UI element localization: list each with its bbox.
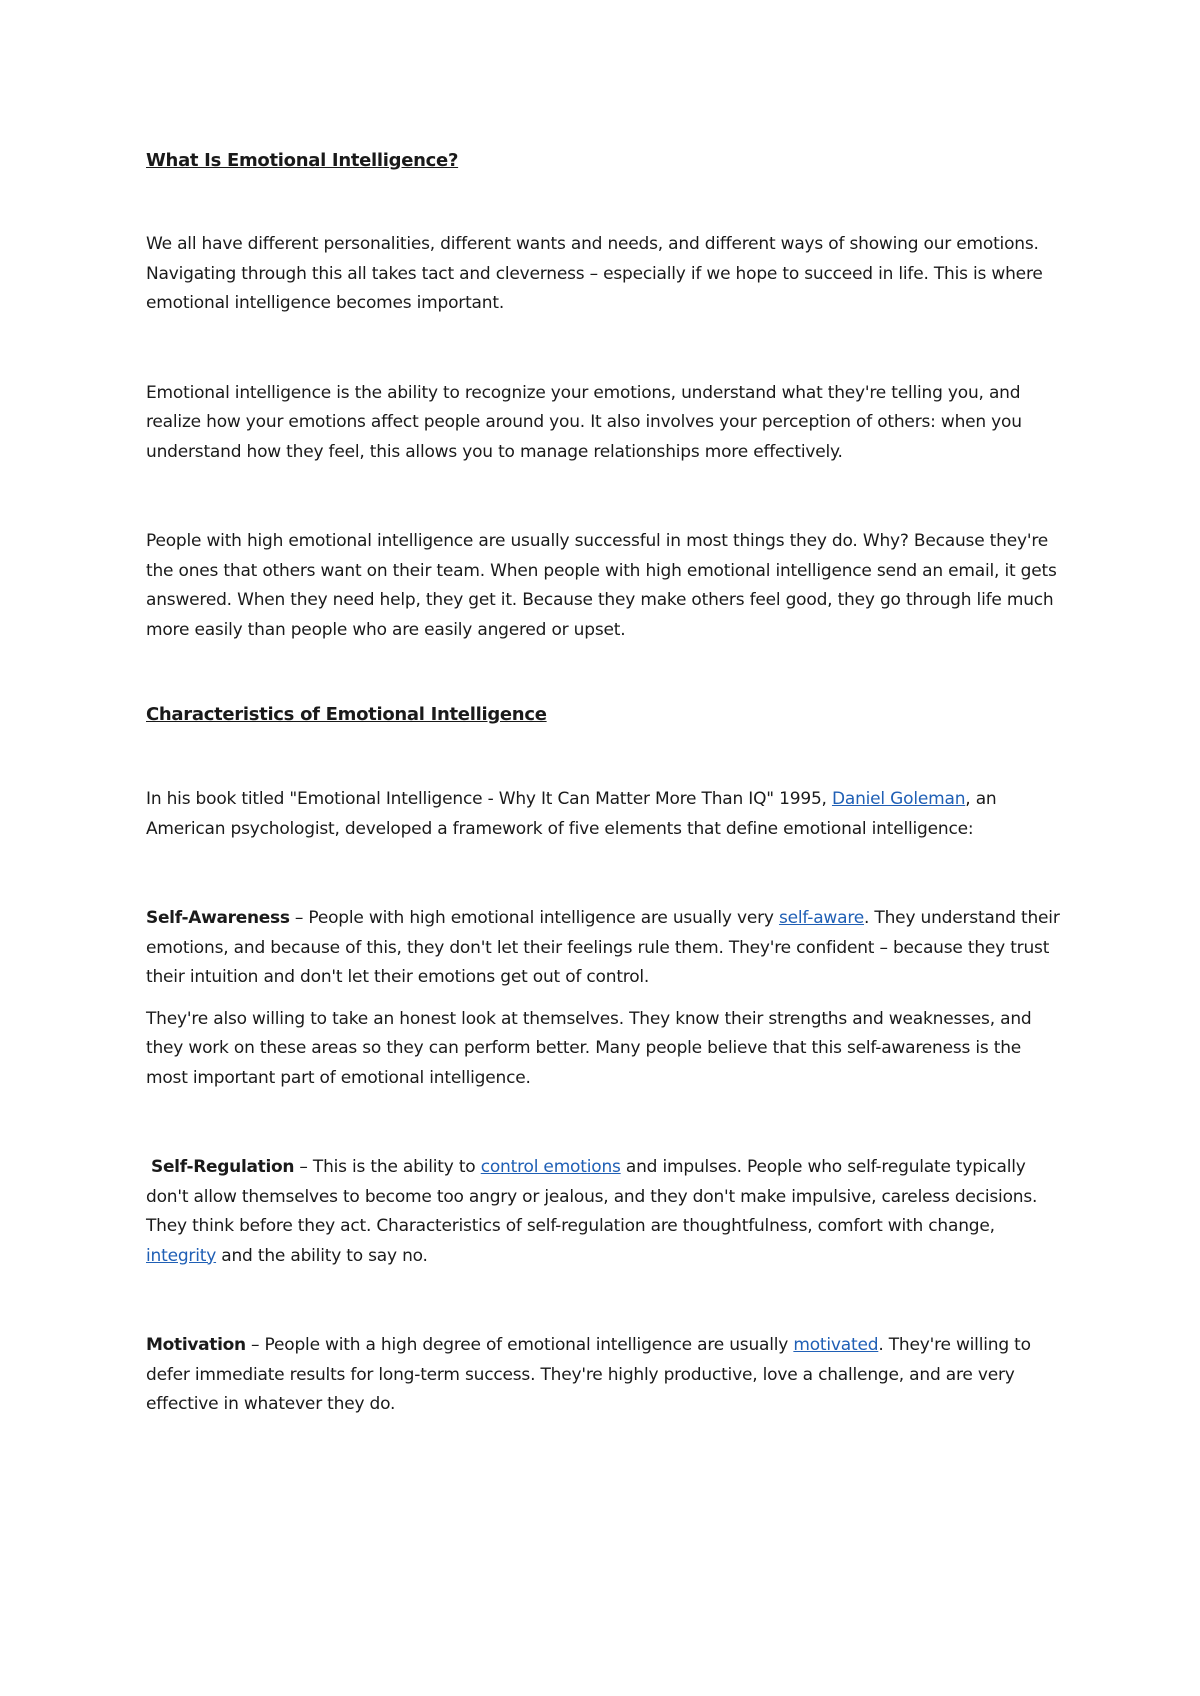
self-regulation-text-before: – This is the ability to: [294, 1157, 481, 1177]
heading-what-is-ei: What Is Emotional Intelligence?: [146, 150, 459, 171]
paragraph-self-regulation: [146, 1153, 1066, 1271]
goleman-text-before: In his book titled "Emotional Intelligence - Why It Can Matter More Than IQ" 1995,: [146, 789, 832, 809]
paragraph-motivation: [146, 1331, 1066, 1420]
motivation-text-before: – People with a high degree of emotional intelligence are usually: [245, 1335, 794, 1355]
motivated-link[interactable]: motivated: [793, 1335, 879, 1355]
motivation-label: Motivation: [146, 1335, 246, 1355]
document-page: [146, 146, 1066, 1420]
self-aware-link[interactable]: self-aware: [778, 908, 865, 928]
daniel-goleman-link[interactable]: Daniel Goleman: [831, 789, 966, 809]
self-awareness-label: Self-Awareness: [146, 908, 290, 928]
self-regulation-label: Self-Regulation: [151, 1157, 295, 1177]
self-regulation-text-mid: and impulses. People who self-regulate typically don't allow themselves to become too angry or jealous, and they don't make impulsive, careless decisions. They think before they act. Characteristics of self-regulation are thoughtfulness, comfort with change,: [146, 1157, 1038, 1236]
self-regulation-text-after: and the ability to say no.: [216, 1245, 428, 1266]
paragraph-success: People with high emotional intelligence are usually successful in most things they do. Why? Because they're the ones that others want on their team. When people with high emotional intelligence send an email, it gets answered. When they need help, they get it. Because they make others feel good, they go through life much more easily than people who are easily angered or upset.: [146, 531, 1057, 640]
self-awareness-text-after: . They understand their emotions, and because of this, they don't let their feelings rule them. They're confident – because they trust their intuition and don't let their emotions get out of control.: [146, 908, 1060, 987]
paragraph-definition: Emotional intelligence is the ability to recognize your emotions, understand what they're telling you, and realize how your emotions affect people around you. It also involves your perception of others: when you understand how they feel, this allows you to manage relationships more effectively.: [146, 382, 1022, 462]
goleman-text-after: , an American psychologist, developed a framework of five elements that define emotional intelligence:: [146, 789, 997, 839]
paragraph-goleman: [146, 785, 1066, 844]
heading-characteristics: Characteristics of Emotional Intelligence: [146, 704, 547, 725]
paragraph-intro: We all have different personalities, different wants and needs, and different ways of showing our emotions. Navigating through this all takes tact and cleverness – especially if we hope to succeed in life. This is where emotional intelligence becomes important.: [146, 234, 1043, 313]
motivation-text-after: . They're willing to defer immediate results for long-term success. They're highly productive, love a challenge, and are very effective in whatever they do.: [146, 1335, 1031, 1414]
integrity-link[interactable]: integrity: [146, 1245, 217, 1266]
control-emotions-link[interactable]: control emotions: [480, 1157, 621, 1177]
paragraph-self-awareness-2: They're also willing to take an honest look at themselves. They know their strengths and weaknesses, and they work on these areas so they can perform better. Many people believe that this self-awareness is the most important part of emotional intelligence.: [146, 1008, 1032, 1088]
self-awareness-text-before: – People with high emotional intelligence are usually very: [289, 908, 779, 928]
paragraph-self-awareness: [146, 904, 1066, 993]
